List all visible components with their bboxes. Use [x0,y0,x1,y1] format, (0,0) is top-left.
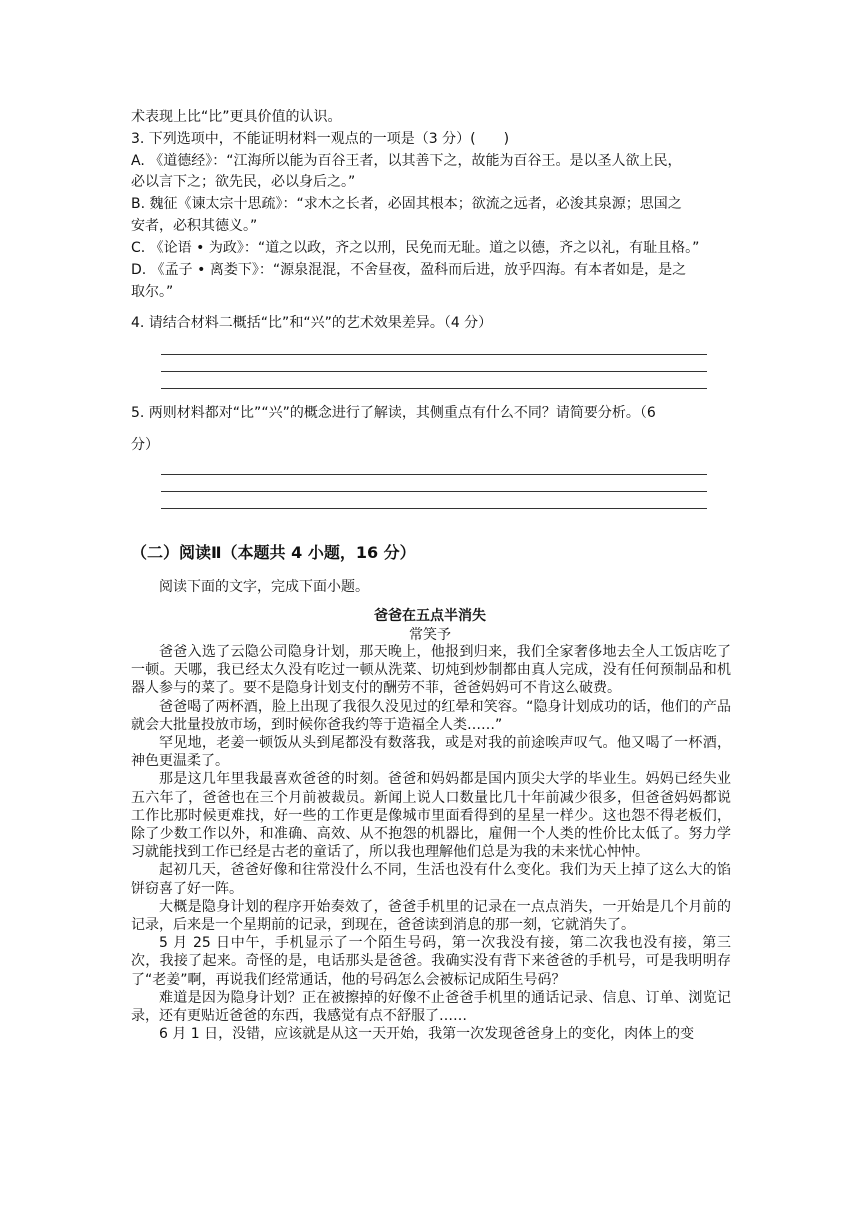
answer-line[interactable] [161,508,707,509]
question-5-stem: 5. 两则材料都对“比”“兴”的概念进行了解读，其侧重点有什么不同？请简要分析。（6 [131,405,656,421]
story-paragraph: 起初几天，爸爸好像和往常没什么不同，生活也没有什么变化。我们为天上掉了这么大的馅饼窃喜了好一阵。 [131,862,731,897]
story-paragraph: 爸爸入选了云隐公司隐身计划，那天晚上，他报到归来，我们全家奢侈地去全人工饭店吃了一顿。天哪，我已经太久没有吃过一顿从洗菜、切炖到炒制都由真人完成，没有任何预制品和机器人参与的菜了。要不是隐身计划支付的酬劳不菲，爸爸妈妈可不肯这么破费。 [131,644,731,697]
question-text-line: 术表现上比“比”更具价值的认识。 [131,109,342,125]
story-paragraph: 那是这几年里我最喜欢爸爸的时刻。爸爸和妈妈都是国内顶尖大学的毕业生。妈妈已经失业五六年了，爸爸也在三个月前被裁员。新闻上说人口数量比几十年前减少很多，但爸爸妈妈都说工作比那时候更难找，好一些的工作更是像城市里面看得到的星星一样少。这也怨不得老板们，除了少数工作以外，和准确、高效、从不抱怨的机器比，雇佣一个人类的性价比太低了。努力学习就能找到工作已经是古老的童话了，所以我也理解他们总是为我的未来忧心忡忡。 [131,771,731,861]
option-a-line: 必以言下之；欲先民，必以身后之。” [131,174,356,190]
option-a-line: A. 《道德经》：“江海所以能为百谷王者，以其善下之，故能为百谷王。是以圣人欲上民， [131,153,682,169]
story-paragraph: 5 月 25 日中午，手机显示了一个陌生号码，第一次我没有接，第二次我也没有接，第三次，我接了起来。奇怪的是，电话那头是爸爸。我确实没有背下来爸爸的手机号，可是我明明存了“老姜”啊，再说我们经常通话，他的号码怎么会被标记成陌生号码？ [131,935,731,988]
question-5-stem-cont: 分） [131,437,159,453]
answer-line[interactable] [161,491,707,492]
story-paragraph: 爸爸喝了两杯酒，脸上出现了我很久没见过的红晕和笑容。“隐身计划成功的话，他们的产品就会大批量投放市场，到时候你爸我约等于造福全人类……” [131,698,731,733]
story-paragraph: 难道是因为隐身计划？正在被擦掉的好像不止爸爸手机里的通话记录、信息、订单、浏览记录，还有更贴近爸爸的东西，我感觉有点不舒服了…… [131,989,731,1025]
answer-line[interactable] [161,474,707,475]
option-b-line: B. 魏征《谏太宗十思疏》：“求木之长者，必固其根本；欲流之远者，必浚其泉源；思国之 [131,196,682,212]
option-d-line: 取尔。” [131,284,174,300]
story-paragraph: 大概是隐身计划的程序开始奏效了，爸爸手机里的记录在一点点消失，一开始是几个月前的记录，后来是一个星期前的记录，到现在，爸爸读到消息的那一刻，它就消失了。 [131,898,731,934]
answer-line[interactable] [161,354,707,355]
option-d-line: D. 《孟子 • 离娄下》：“源泉混混，不舍昼夜，盈科而后进，放乎四海。有本者如是，是之 [131,262,687,278]
question-3-stem: 3. 下列选项中，不能证明材料一观点的一项是（3 分）( ) [131,131,510,147]
option-b-line: 安者，必积其德义。” [131,218,258,234]
story-title: 爸爸在五点半消失 [374,608,486,624]
story-body [131,643,731,1043]
story-author: 常笑予 [409,627,451,643]
answer-line[interactable] [161,388,707,389]
story-paragraph: 罕见地，老姜一顿饭从头到尾都没有数落我，或是对我的前途唉声叹气。他又喝了一杯酒，神色更温柔了。 [131,735,731,770]
option-c-line: C. 《论语 • 为政》：“道之以政，齐之以刑，民免而无耻。道之以德，齐之以礼，有耻且格。” [131,240,700,256]
section-heading: （二）阅读Ⅱ（本题共 4 小题，16 分） [131,543,416,562]
reading-instruction: 阅读下面的文字，完成下面小题。 [159,579,369,595]
story-paragraph: 6 月 1 日，没错，应该就是从这一天开始，我第一次发现爸爸身上的变化，肉体上的变 [159,1026,695,1043]
question-4-stem: 4. 请结合材料二概括“比”和“兴”的艺术效果差异。（4 分） [131,315,493,331]
answer-line[interactable] [161,371,707,372]
